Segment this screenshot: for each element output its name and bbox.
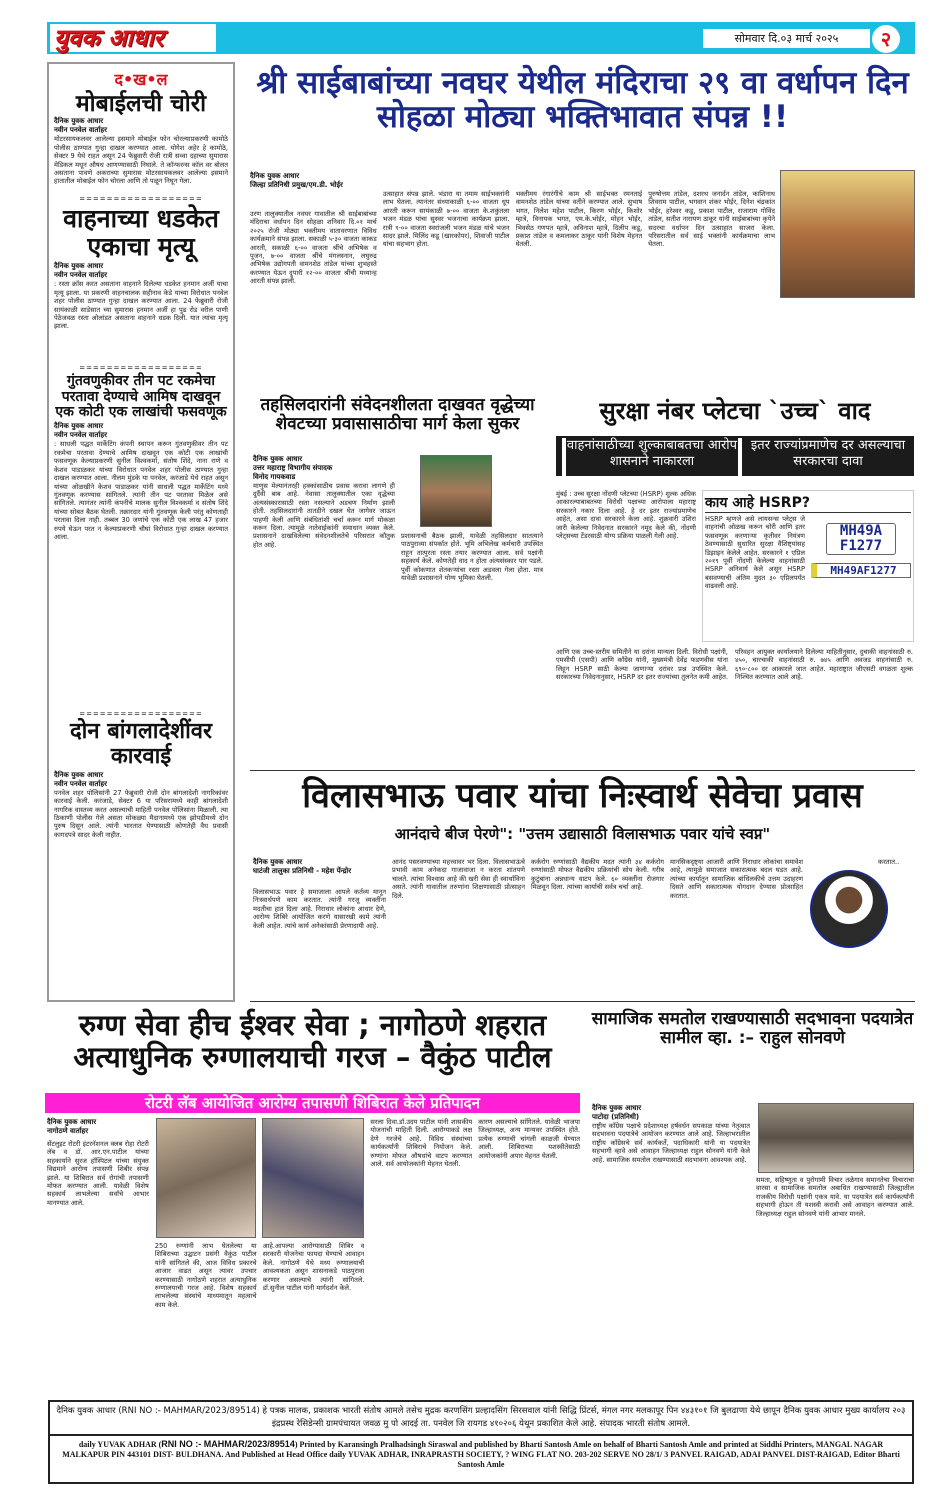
portrait-caption: करतात.. — [878, 858, 900, 866]
hsrp-info-box — [702, 490, 914, 642]
article-column: आनंद पसरवण्याच्या महत्त्वावर भर दिला. विलासभाऊंचे प्रभावी काम अनेकदा गाजावाजा न करता शांतपणे चालते. त्यांचा विश्वास आहे की खरी सेवा ही स्वार्थाविना असते. त्यांनी गावातील तरुणांना शिक्षणासाठी प्रोत्साहन दिले. — [392, 858, 525, 900]
headline-rugna-seva: रुग्ण सेवा हीच ईश्वर सेवा ; नागोठणे शहरात अत्याधुनिक रुग्णालयाची गरज – वैकुंठ पाटील — [73, 1008, 552, 1074]
number-plate-images — [811, 523, 911, 578]
left-column — [47, 62, 235, 1002]
tahsil-article — [253, 455, 543, 760]
separator: ================== — [79, 195, 203, 204]
hsrp-subheads — [556, 436, 914, 476]
headline-mobile-theft: मोबाईलची चोरी — [75, 91, 207, 117]
article-column: सरला दिवा.डॉ.उदय पाटील यांनी शासकीय योजनांची माहिती दिली. आरोग्याकडे लक्ष देणे गरजेचे आहे. विविध संस्थांच्या कार्यकर्त्यांनी शिबिराचे नियोजन केले. रुग्णांना मोफत औषधांचे वाटप करण्यात आले. सर्व आयोजकांनी मेहनत घेतली. — [370, 1118, 473, 1169]
byline: दैनिक युवक आधार — [54, 117, 104, 126]
health-camp-photo-2 — [262, 1118, 364, 1238]
article-column: समता, सहिष्णुता व पुरोगामी विचार तळेगाव समानतेचा विचाराचा वारसा व सामाजिक समतोल अबाधित राखण्यासाठी जिल्ह्यातील राजकीय विरोधी पक्षांनी एकत्र यावे. या पदयात्रेत सर्व कार्यकर्त्यांनी सहभागी होऊन ती यशस्वी करावी असे आवाहन करण्यात आले. जिल्हाध्यक्ष राहुल सोनवणे यांनी आभार मानले. — [756, 1176, 914, 1218]
byline: दैनिक युवक आधार — [47, 1118, 97, 1126]
article-column: उरण तालुक्यातील नवघर गावातील श्री साईबाबांच्या मंदिराचा वर्धापन दिन सोहळा शनिवार दि.०१ मार्च २०२५ रोजी मोठ्या भक्तीमय वातावरणात विविध कार्यक्रमाने संपन्न झाला. सकाळी ५-३० वाजता काकड आरती, सकाळी ६-०० वाजता श्रींचे अभिषेक व पूजन, ७-०० वाजता श्रींचे मंगलस्नान, लघुरुद्र अभिषेक उद्योगपती वामनशेठ तांडेल यांच्या शुभहस्ते करण्यात येऊन दुपारी १२-०० वाजता श्रींची मध्यान्ह आरती संपन्न झाली. — [250, 210, 377, 286]
number-plate-long: MH49AF1277 — [811, 563, 911, 578]
byline: नवीन पनवेल वार्ताहर — [54, 126, 107, 135]
hsrp-box-title: काय आहे HSRP? — [705, 493, 911, 513]
subhead-left: वाहनांसाठीच्या शुल्काबाबतचा आरोप शासनाने नाकारला — [562, 438, 738, 476]
plate-line: F1277 — [839, 538, 883, 554]
byline: दैनिक युवक आधार — [253, 858, 303, 866]
article-body: पनवेल शहर पोलिसांनी 27 फेब्रुवारी रोजी दोन बांगलादेशी नागरिकांवर कारवाई केली. करंजाडे, सेक्टर 6 या परिसरामध्ये काही बांगलादेशी नागरिक वास्तव्य करत असल्याची माहिती पनवेल पोलिसांना मिळाली. त्या ठिकाणी पोलीस गेले असता मोकळ्या मैदानामध्ये एक झोपडीमध्ये दोन पुरुष दिसून आले. त्यांनी भारतात येण्यासाठी कोणतेही वैध प्रवासी कागदपत्रे सादर केली नाहीत. — [54, 788, 228, 839]
page-number: २ — [872, 25, 900, 53]
byline: नवीन पनवेल वार्ताहर — [54, 271, 107, 280]
headline-sadbhavana: सामाजिक समतोल राखण्यासाठी सदभावना पदयात्रेत सामील व्हा. :– राहुल सोनवणे — [591, 1009, 914, 1048]
headline-vilas-pawar: विलासभाऊ पवार यांचा निःस्वार्थ सेवेचा प्रवास — [302, 776, 863, 816]
plate-line: MH49A — [839, 523, 883, 539]
headline-hsrp: सुरक्षा नंबर प्लेटचा `उच्च` वाद — [599, 397, 871, 425]
saibaba-article — [250, 172, 775, 382]
hsrp-column-1: मुंबई : उच्च सुरक्षा नोंदणी प्लेटच्या (HSRP) शुल्क अधिक आकारल्याबाबतच्या विरोधी पक्षाच्या आरोपाला महाराष्ट्र सरकारने नकार दिला आहे. हे दर इतर राज्यांप्रमाणेच आहेत, असा दावा सरकारने केला आहे. शुक्रवारी उशिरा जारी केलेल्या निवेदनात सरकारने नमूद केले की, नोंदणी प्लेट्सच्या टेंडरसाठी योग्य प्रक्रिया पाळली गेली आहे. — [556, 490, 696, 541]
byline: दैनिक युवक आधार — [54, 262, 104, 271]
vilas-pawar-portrait — [810, 870, 888, 948]
article-column: 250 रुग्णांनी लाभ घेतलेल्या या शिबिराच्या उद्घाटन प्रसंगी वैकुंठ पाटील यांनी सांगितले की, आज विविध प्रकारचे आजार वाढत असून त्यावर उपचार करण्यासाठी नागोठणे शहरात अत्याधुनिक रुग्णालयाची गरज आहे. विशेष सहकार्य लाभलेल्या संस्थांचे माध्यमातून महत्वाचे काम केले. — [154, 1242, 257, 1309]
imprint-footer — [48, 1400, 914, 1484]
article-column: सेंटलुइट रोटरी इंटरनॅशनल क्लब रोहा रोटरी लॅब व डॉ. आर.एन.पाटील यांच्या सहकार्याने सुरज हॉस्पिटल यांच्या संयुक्त विद्यमाने आरोग्य तपासणी शिबीर संपन्न झाले. या शिबिरात सर्व रोगांची तपासणी मोफत करण्यात आली. यावेळी विशेष सहकार्य लाभलेल्या सर्वांचे आभार मानण्यात आले. — [47, 1140, 149, 1207]
article-column: विलासभाऊ पवार हे समाजाला आपले कर्तव्य मानून निःस्वार्थपणे काम करतात. त्यांनी गरजू व्यक्तींना मदतीचा हात दिला आहे. निराधार लोकांना आधार देणे, आरोग्य शिबिरे आयोजित करणे यासारखी कामे त्यांनी केली आहेत. त्यांचे कार्य अनेकांसाठी प्रेरणादायी आहे. — [253, 888, 386, 930]
divider — [250, 1001, 915, 1002]
article-column: कर्करोग रुग्णांसाठी वैद्यकीय मदत त्यांनी ३४ कर्करोग रुग्णांसाठी मोफत वैद्यकीय प्रक्रियांची सोय केली. गरीब कुटुंबांना अन्नधान्य वाटप केले. ६० व्यक्तींना रोजगार मिळवून दिला. त्यांच्या कार्याची सर्वत्र चर्चा आहे. — [531, 858, 664, 892]
hsrp-column-3: परिवहन आयुक्त कार्यालयाने दिलेल्या माहितीनुसार, दुचाकी वाहनांसाठी रु. ४५०, चारचाकी वाहनांसाठी रु. ७४५ आणि अवजड वाहनांसाठी रु. ६९०-८०० दर आकारले जात आहेत. महाराष्ट्रात जीएसटी वगळता शुल्क निश्चित करण्यात आले आहे. — [735, 648, 913, 682]
article-column: राष्ट्रीय काँग्रेस पक्षाचे प्रदेशाध्यक्ष हर्षवर्धन सपकाळ यांच्या नेतृत्वात सदभावना पदयात्रेचे आयोजन करण्यात आले आहे. जिल्हाभरातील राष्ट्रीय काँग्रेसचे सर्व कार्यकर्ते, पदाधिकारी यांनी या पदयात्रेत सहभागी व्हावे असे आवाहन जिल्हाध्यक्ष राहुल सोनवणे यांनी केले आहे. सामाजिक समतोल राखण्यासाठी सदभावना आवश्यक आहे. — [592, 1122, 750, 1164]
hsrp-column-2: आणि एक उच्च-स्तरीय समितीने या दरांना मान्यता दिली. विरोधी पक्षांनी, एमसीपी (एसपी) आणि काँग्रेस यांनी, मुख्यमंत्री देवेंद्र फडणवीस यांना लिहून HSRP साठी केल्या जाणाऱ्या दरांवर प्रश्न उपस्थित केले. सरकारच्या निवेदनानुसार, HSRP दर इतर राज्यांच्या तुलनेत कमी आहेत. — [556, 648, 728, 682]
separator: ================== — [79, 364, 203, 373]
byline: दैनिक युवक आधार — [592, 1104, 642, 1112]
byline: पाटोदा (प्रतिनिधी) — [592, 1113, 640, 1121]
subheadline-vilas: आनंदाचे बीज पेरणे": "उत्तम उद्यासाठी विलासभाऊ पवार यांचे स्वप्न" — [394, 825, 771, 843]
divider — [250, 770, 915, 771]
imprint-text: ) Printed by Karansingh Pralhadsingh Siraswal and published by Bharti Santosh Amle on behalf of Bharti Santosh Amle and printed at Siddhi Printers, MANGAL NAGAR MALKAPUR PIN 443101 DIST- BULDHANA. And Published at Head Office daily YUVAK ADHAR, INRAPRASTH SOCIETY, ? WING FLAT NO. 203-202 SERVE NO 28/1/ 3 PANVEL RAIGAD, ADAI PANVEL DIST-RAIGAD, Editor Bharti Santosh Amle — [62, 1440, 900, 1469]
article-column: मानसिकदृष्ट्या आजारी आणि निराधार लोकांचा समावेश आहे, त्यामुळे समाजात सकारात्मक बदल घडत आहे. त्यांच्या कार्यातून सामाजिक बांधिलकीचे उत्तम उदाहरण दिसते आणि सकारात्मक योगदान देण्यास प्रोत्साहित करतात. — [670, 858, 803, 900]
elderly-woman-photo — [420, 455, 492, 527]
byline: विनोद गायकवाड — [253, 473, 296, 481]
rotary-banner: रोटरी लॅब आयोजित आरोग्य तपासणी शिबिरात केले प्रतिपादन — [45, 1093, 580, 1113]
headline-fraud: गुंतवणुकीवर तीन पट रकमेचा परतावा देण्याचे आमिष दाखवून एक कोटी एक लाखांची फसवणूक — [55, 373, 227, 421]
byline: दैनिक युवक आधार — [253, 455, 303, 463]
byline: जिल्हा प्रतिनिधी प्रमुख/एम.डी. भोईर — [250, 181, 343, 189]
vilas-article — [253, 858, 803, 998]
article-body: मोटरसायकलवर आलेल्या इसमाने मोबाईल फोन चोरल्याप्रकरणी कामोठे पोलीस ठाण्यात गुन्हा दाखल करण्यात आला. योगेश अहेर हे कामोठे, सेक्टर 9 येथे राहत असून 24 फेब्रुवारी रोजी रात्री सव्वा दहाच्या सुमारास मेडिकल मधून औषध आणण्यासाठी निघाले. ते कॉन्फरन्स कॉल वर बोलत असताना पावणे अकराच्या सुमारास मोटरसायकलवर आलेल्या इसमाने हातातील मोबाईल फोन चोरला आणि तो पळून निघून गेला. — [54, 135, 228, 186]
byline: नागोठणे वार्ताहर — [47, 1127, 89, 1135]
imprint-text: daily YUVAK ADHAR ( — [78, 1440, 162, 1449]
newspaper-logo: युवक आधार — [50, 24, 216, 52]
imprint-english — [50, 1436, 912, 1473]
byline: नवीन पनवेल वार्ताहर — [54, 431, 107, 440]
article-column: पुरुषोत्तम तांडेल, दशरथ जनार्दन तांडेल, काशिनाथ शिवराम पाटील, भगवान शंकर भोईर, दिनेश चंद्रकांत भोईर, हरेश्वर कडू, प्रकाश पाटील, राजाराम गोविंद तांडेल, सतीश नारायण ठाकूर यांनी साईबाबांच्या कृपेने सदरचा वर्धापन दिन उत्साहात साजरा केला. परिसरातील सर्व साई भक्तांनी कार्यक्रमाचा लाभ घेतला. — [648, 190, 775, 249]
article-column: प्रशासनाची बैठक झाली, यावेळी तहसिलदार सातत्याने पाठपुराव्या संपर्कात होते. भूमि अभिलेख कर्मचारी उपस्थित राहून तात्पुरता रस्ता तयार करण्यात आला. सर्व पक्षांनी सहकार्य केले. कोणतेही वाद न होता अंत्यसंस्कार पार पडले. पूर्वी कोकणात शेतकऱ्यांचा रस्ता अडवला गेला होता. मात्र यावेळी प्रशासनाने योग्य भूमिका घेतली. — [401, 532, 543, 583]
byline: घाटंजी तालुका प्रतिनिधी - महेश पेंन्द्रोर — [253, 867, 352, 875]
byline: नवीन पनवेल वार्ताहर — [54, 779, 107, 788]
article-column: भक्तीमय रंगारंगीचे काम श्री साईभक्त रमनताई वामनशेठ तांडेल यांच्या वतीने करण्यात आले. सुभाष भगत, निलेश महेश पाटील, किरण भोईर, किशोर म्हात्रे, विनायक भगत, एम.के.भोईर, मोहन भोईर, भिवसेठ गणपत म्हात्रे, अविनाश म्हात्रे, दिलीप कडू, प्रकाश तांडेल व कमलाकर ठाकूर यांनी विशेष मेहनत घेतली. — [515, 190, 643, 249]
headline-bangladeshi: दोन बांगलादेशींवर कारवाई — [69, 719, 213, 769]
health-camp-photo-1 — [156, 1118, 256, 1238]
byline: दैनिक युवक आधार — [250, 172, 300, 180]
issue-date: सोमवार दि.०३ मार्च २०२५ — [703, 29, 870, 48]
rni-number: RNI NO :- MAHMAR/2023/89514 — [161, 1439, 295, 1449]
number-plate-square — [826, 523, 896, 555]
article-body: : साधली पद्धत मार्केटिंग कंपनी स्थापन करून गुंतवणुकीवर तीन पट रकमेचा परतावा देण्याचे आमिष दाखवून एक कोटी एक लाखांची फसवणूक केल्याप्रकरणी सुनील विश्वकर्मा, संतोष शिंदे, नाना राणे व केशव पाडाळकर यांच्या विरोधात पनवेल शहर पोलीस ठाण्यात गुन्हा दाखल करण्यात आला. नीलम मुंडके या पनवेल, करंजाडे येथे राहत असून यांच्या ओळखीने केशव पाडाळकर यांनी साधली पद्धत मार्केटिंग मध्ये गुंतवणूक करण्यास सांगितले. त्यांनी तीन पट परतावा मिळेल असे सांगितले. त्यानंतर त्यांनी कंपनीचे मालक सुनील विश्वकर्मा व संतोष शिंदे यांच्या सोबत बैठक घेतली. तक्रारदार यांनी गुंतवणूक केली परंतु कोणताही परतावा दिला नाही. तब्बल 30 जणांचे एक कोटी एक लाख 47 हजार रुपये घेऊन परत न केल्याप्रकरणी चौघां विरोधात गुन्हा दाखल करण्यात आला. — [54, 440, 228, 541]
byline: दैनिक युवक आधार — [54, 770, 104, 779]
article-column: आहे.आपल्या आरोग्यासाठी शिबिर व सरकारी योजनेचा फायदा घेण्याचे आवाहन केले. नागोठणे येथे मध्य रुग्णालयाची आवश्यकता असून शासनाकडे पाठपुरावा करणार असल्याचे त्यांनी सांगितले. डॉ.सुनील पाटील यांनी मार्गदर्शन केले. — [262, 1242, 365, 1293]
hsrp-box-text: HSRP म्हणजे असे लायसन्स प्लेट्स जे वाहनांची ओळख करून चोरी आणि इतर फसवणूक करणाऱ्या कृतीवर नियंत्रण ठेवण्यासाठी सुधारित सुरक्षा वैशिष्ट्यांसह डिझाइन केलेले आहेत. सरकारने १ एप्रिल २०१९ पूर्वी नोंदणी केलेल्या वाहनांसाठी HSRP अनिवार्य केले असून HSRP बसवण्याची अंतिम मुदत ३० एप्रिलपर्यंत वाढवली आहे. — [705, 515, 805, 591]
article-column: माणुस मेल्यानंतरही हक्कांसाठीच प्रवास करावा लागणे ही दुर्दैवी बाब आहे. नेवासा तालुक्यातील एका वृद्धेच्या अंत्यसंस्कारासाठी रस्ता नसल्याने अडचण निर्माण झाली होती. तहसिलदारांनी तातडीने दखल घेत जागेवर जाऊन पाहणी केली आणि संबंधितांशी चर्चा करून मार्ग मोकळा करून दिला. त्यामुळे नातेवाईकांनी समाधान व्यक्त केले. प्रशासनाने दाखविलेल्या संवेदनशीलतेचे परिसरात कौतुक होत आहे. — [253, 482, 395, 549]
headline-tahsildar: तहसिलदारांनी संवेदनशीलता दाखवत वृद्धेच्या शेवटच्या प्रवासासाठीचा मार्ग केला सुकर — [260, 395, 535, 434]
byline: दैनिक युवक आधार — [54, 422, 104, 431]
rally-photo — [758, 1103, 914, 1173]
headline-saibaba: श्री साईबाबांच्या नवघर येथील मंदिराचा २९ वा वर्धापन दिन सोहळा मोठ्या भक्तिभावात संपन्न !! — [256, 65, 909, 136]
imprint-marathi: दैनिक युवक आधार (RNI NO :- MAHMAR/2023/89514) हे पत्रक मालक, प्रकाशक भारती संतोष आमले तसेच मुद्रक करणसिंग प्रल्हादसिंग सिरसवाल यांनी सिद्धि प्रिंटर्स, मंगल नगर मलकापूर पिन ४४३१०१ जि बुलढाणा येथे छापून दैनिक युवक आधार मुख्य कार्यालय २०३ इंद्रप्रस्थ रेसिडेन्सी ग्रामपंचायत जवळ मु पो आदई ता. पनवेल जि रायगड ४१०२०६ येथून प्रकाशित केले आहे. संपादक भारती संतोष आमले. — [50, 1402, 912, 1436]
article-body: : रस्ता क्रॉस करत असताना वाहनाने दिलेल्या धडकेत हनमान अर्जी याचा मृत्यू झाला. या प्रकरणी वाहनचालक सहीनाव केडे याच्या विरोधात पनवेल शहर पोलीस ठाण्यात गुन्हा दाखल करण्यात आला. 24 फेब्रुवारी रोजी सायंकाळी साडेसात च्या सुमारास हनमान अर्जी हा पुढ रोड वरील पाणी पेठेजवळ रस्ता ओलांडत असताना वाहनाने धडक दिली. यात त्यांचा मृत्यू झाला. — [54, 280, 228, 331]
saibaba-event-photo — [780, 170, 915, 298]
dakhal-logo: द•ख•ल — [114, 70, 168, 89]
headline-accident: वाहनाच्या धडकेत एकाचा मृत्यू — [63, 204, 219, 261]
article-column: कारण असल्याचे सांगितले. यावेळी भाजपा जिल्हाध्यक्ष, अन्य मान्यवर उपस्थित होते. प्रत्येक रुग्णाची चांगली काळजी घेण्यात आली. शिबिराच्या यशस्वीतेसाठी आयोजकांनी अपार मेहनत घेतली. — [478, 1118, 580, 1160]
separator: ================== — [79, 710, 203, 719]
byline: उत्तर महाराष्ट्र विभागीय संपादक — [253, 464, 333, 472]
article-column: उत्साहात संपन्न झाले. भंडारा या तमाम साईभक्तांनी लाभ घेतला. त्यानंतर संध्याकाळी ६-०० वाजता धूप आरती करून सायंकाळी ७-०० वाजता के.शकुंतला भजन मंडळ यांचा सुस्वर भजनाचा कार्यक्रम झाला. रात्री ९-०० वाजता स्वरांजली भजन मंडळ यांचे भजन सादर झाले. मिलिंद कडू (खारकोपर), शिवाजी पाटील यांचा सहभाग होता. — [382, 190, 510, 249]
subhead-right: इतर राज्यांप्रमाणेच दर असल्याचा सरकारचा दावा — [738, 438, 914, 476]
